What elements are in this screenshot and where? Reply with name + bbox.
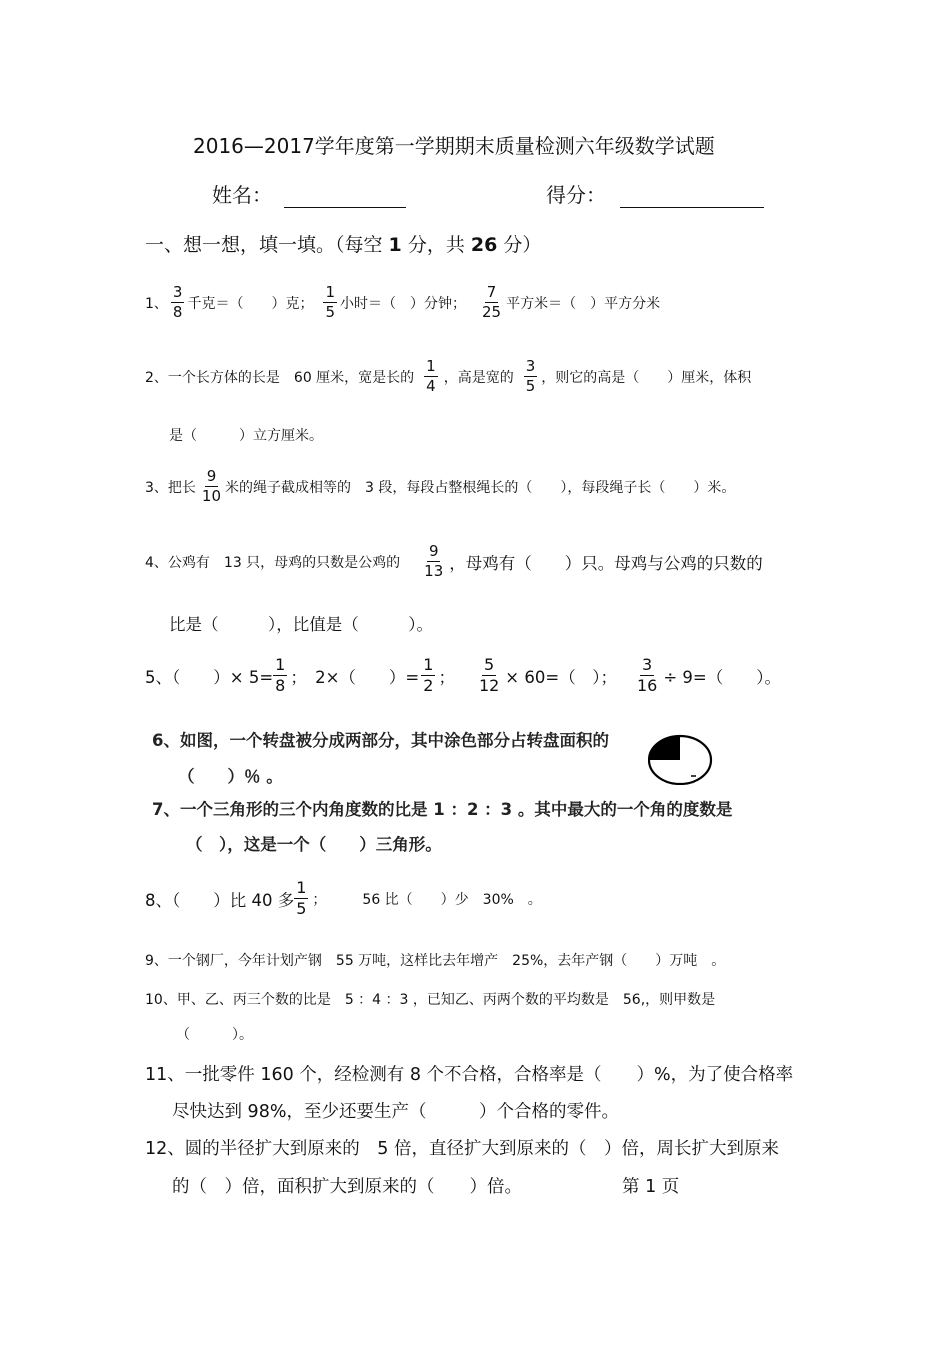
q2-text-b: ，高是宽的 bbox=[443, 369, 514, 386]
denominator: 4 bbox=[426, 377, 436, 395]
q2-text-a: 2、一个长方体的长是 60 厘米，宽是长的 bbox=[145, 369, 415, 386]
name-field bbox=[212, 179, 406, 208]
question-9: 9、一个钢厂，今年计划产钢 55 万吨，这样比去年增产 25%，去年产钢（ ）万吨 。 bbox=[145, 953, 726, 969]
q8-text-b: ； bbox=[312, 891, 327, 908]
q5-fraction-1 bbox=[273, 657, 287, 694]
q4-text-b: ，母鸡有（ ）只。母鸡与公鸡的只数的 bbox=[449, 553, 763, 573]
question-4 bbox=[145, 544, 763, 579]
denominator: 12 bbox=[478, 676, 500, 695]
section-heading-suffix: 分） bbox=[497, 234, 542, 256]
question-3 bbox=[145, 469, 735, 504]
q3-fraction-1 bbox=[200, 469, 223, 504]
q5-text-e: ÷ 9=（ ）。 bbox=[663, 667, 781, 687]
q1-fraction-2 bbox=[323, 285, 337, 320]
question-12: 12、圆的半径扩大到原来的 5 倍，直径扩大到原来的（ ）倍，周长扩大到原来 bbox=[145, 1139, 779, 1159]
spinner-diagram bbox=[648, 733, 714, 785]
denominator: 5 bbox=[296, 899, 307, 918]
q1-text-1: 千克＝（ ）克； bbox=[187, 295, 314, 312]
question-6-line-2: （ ）％ 。 bbox=[178, 767, 283, 786]
question-8 bbox=[145, 880, 542, 917]
denominator: 16 bbox=[636, 676, 658, 695]
q2-fraction-1 bbox=[424, 359, 438, 394]
denominator: 5 bbox=[525, 377, 536, 395]
q5-text-b: ； 2×（ ）= bbox=[290, 667, 420, 687]
points-total: 26 bbox=[470, 234, 498, 256]
q4-text-a: 4、公鸡有 13 只，母鸡的只数是公鸡的 bbox=[145, 554, 401, 571]
question-10: 10、甲、乙、丙三个数的比是 5 ：4 ：3 ，已知乙、丙两个数的平均数是 56,，则甲数是 bbox=[145, 992, 716, 1008]
denominator: 5 bbox=[325, 303, 336, 321]
name-label: 姓名： bbox=[212, 183, 272, 207]
denominator: 13 bbox=[424, 562, 444, 580]
points-each: 1 bbox=[388, 234, 402, 256]
denominator: 10 bbox=[201, 487, 222, 505]
denominator: 8 bbox=[275, 676, 286, 695]
numerator: 5 bbox=[484, 655, 495, 674]
numerator: 1 bbox=[296, 878, 307, 897]
q5-text-c: ； bbox=[438, 667, 455, 687]
denominator: 25 bbox=[482, 303, 502, 321]
question-11: 11、一批零件 160 个，经检测有 8 个不合格，合格率是（ ）%，为了使合格率 bbox=[145, 1065, 794, 1085]
q3-text-b: 米的绳子截成相等的 3 段，每段占整根绳长的（ ），每段绳子长（ ）米。 bbox=[225, 479, 736, 496]
q3-text-a: 3、把长 bbox=[145, 479, 196, 496]
numerator: 1 bbox=[275, 655, 286, 674]
section-heading-prefix: 一、想一想，填一填。（每空 bbox=[145, 234, 389, 256]
q5-text-d: × 60=（ ）； bbox=[505, 667, 617, 687]
numerator: 7 bbox=[486, 283, 497, 301]
numerator: 1 bbox=[423, 655, 434, 674]
page-number: 第 1 页 bbox=[622, 1177, 680, 1197]
question-2-line-2: 是（ ）立方厘米。 bbox=[169, 428, 323, 444]
question-5 bbox=[145, 657, 781, 694]
q5-fraction-4 bbox=[635, 657, 659, 694]
question-10-line-2: （ ）。 bbox=[176, 1027, 253, 1043]
denominator: 2 bbox=[423, 676, 434, 695]
q5-fraction-2 bbox=[421, 657, 435, 694]
question-4-line-2: 比是（ ），比值是（ ）。 bbox=[169, 615, 433, 634]
section-heading bbox=[145, 230, 541, 257]
q1-fraction-3 bbox=[480, 285, 503, 320]
numerator: 3 bbox=[172, 283, 183, 301]
q1-fraction-1 bbox=[171, 285, 185, 320]
numerator: 3 bbox=[642, 655, 653, 674]
question-1 bbox=[145, 285, 660, 320]
question-7: 7、一个三角形的三个内角度数的比是 1 ：2 ：3 。其中最大的一个角的度数是 bbox=[152, 800, 733, 819]
numerator: 9 bbox=[428, 542, 439, 560]
q4-fraction-1 bbox=[422, 544, 445, 579]
score-blank[interactable] bbox=[620, 206, 764, 208]
numerator: 3 bbox=[525, 357, 536, 375]
question-11-line-2: 尽快达到 98%，至少还要生产（ ）个合格的零件。 bbox=[172, 1102, 619, 1122]
section-heading-mid: 分，共 bbox=[401, 234, 471, 256]
q2-fraction-2 bbox=[524, 359, 538, 394]
score-field bbox=[546, 179, 764, 208]
q8-fraction-1 bbox=[294, 880, 308, 917]
denominator: 8 bbox=[172, 303, 183, 321]
q1-number: 1、 bbox=[145, 295, 168, 312]
q8-text-a: 8、（ ）比 40 多 bbox=[145, 890, 295, 910]
q5-fraction-3 bbox=[477, 657, 501, 694]
question-7-line-2: （ ），这是一个（ ）三角形。 bbox=[186, 835, 442, 854]
q5-text-a: 5、（ ）× 5= bbox=[145, 667, 274, 687]
name-blank[interactable] bbox=[284, 206, 406, 208]
spinner-shaded-region bbox=[649, 736, 680, 760]
numerator: 1 bbox=[325, 283, 336, 301]
numerator: 9 bbox=[206, 467, 217, 485]
question-6: 6、如图，一个转盘被分成两部分，其中涂色部分占转盘面积的 bbox=[152, 731, 609, 750]
question-12-line-2: 的（ ）倍，面积扩大到原来的（ ）倍。 bbox=[172, 1177, 522, 1197]
page-title: 2016—2017学年度第一学期期末质量检测六年级数学试题 bbox=[193, 134, 715, 158]
score-label: 得分： bbox=[546, 183, 606, 207]
q8-text-c: 56 比（ ）少 30% 。 bbox=[362, 891, 542, 908]
q2-text-c: ，则它的高是（ ）厘米，体积 bbox=[541, 369, 752, 386]
q1-text-2: 小时＝（ ）分钟； bbox=[340, 295, 467, 312]
question-2 bbox=[145, 359, 751, 394]
q1-text-3: 平方米＝（ ）平方分米 bbox=[506, 295, 661, 312]
numerator: 1 bbox=[426, 357, 436, 375]
